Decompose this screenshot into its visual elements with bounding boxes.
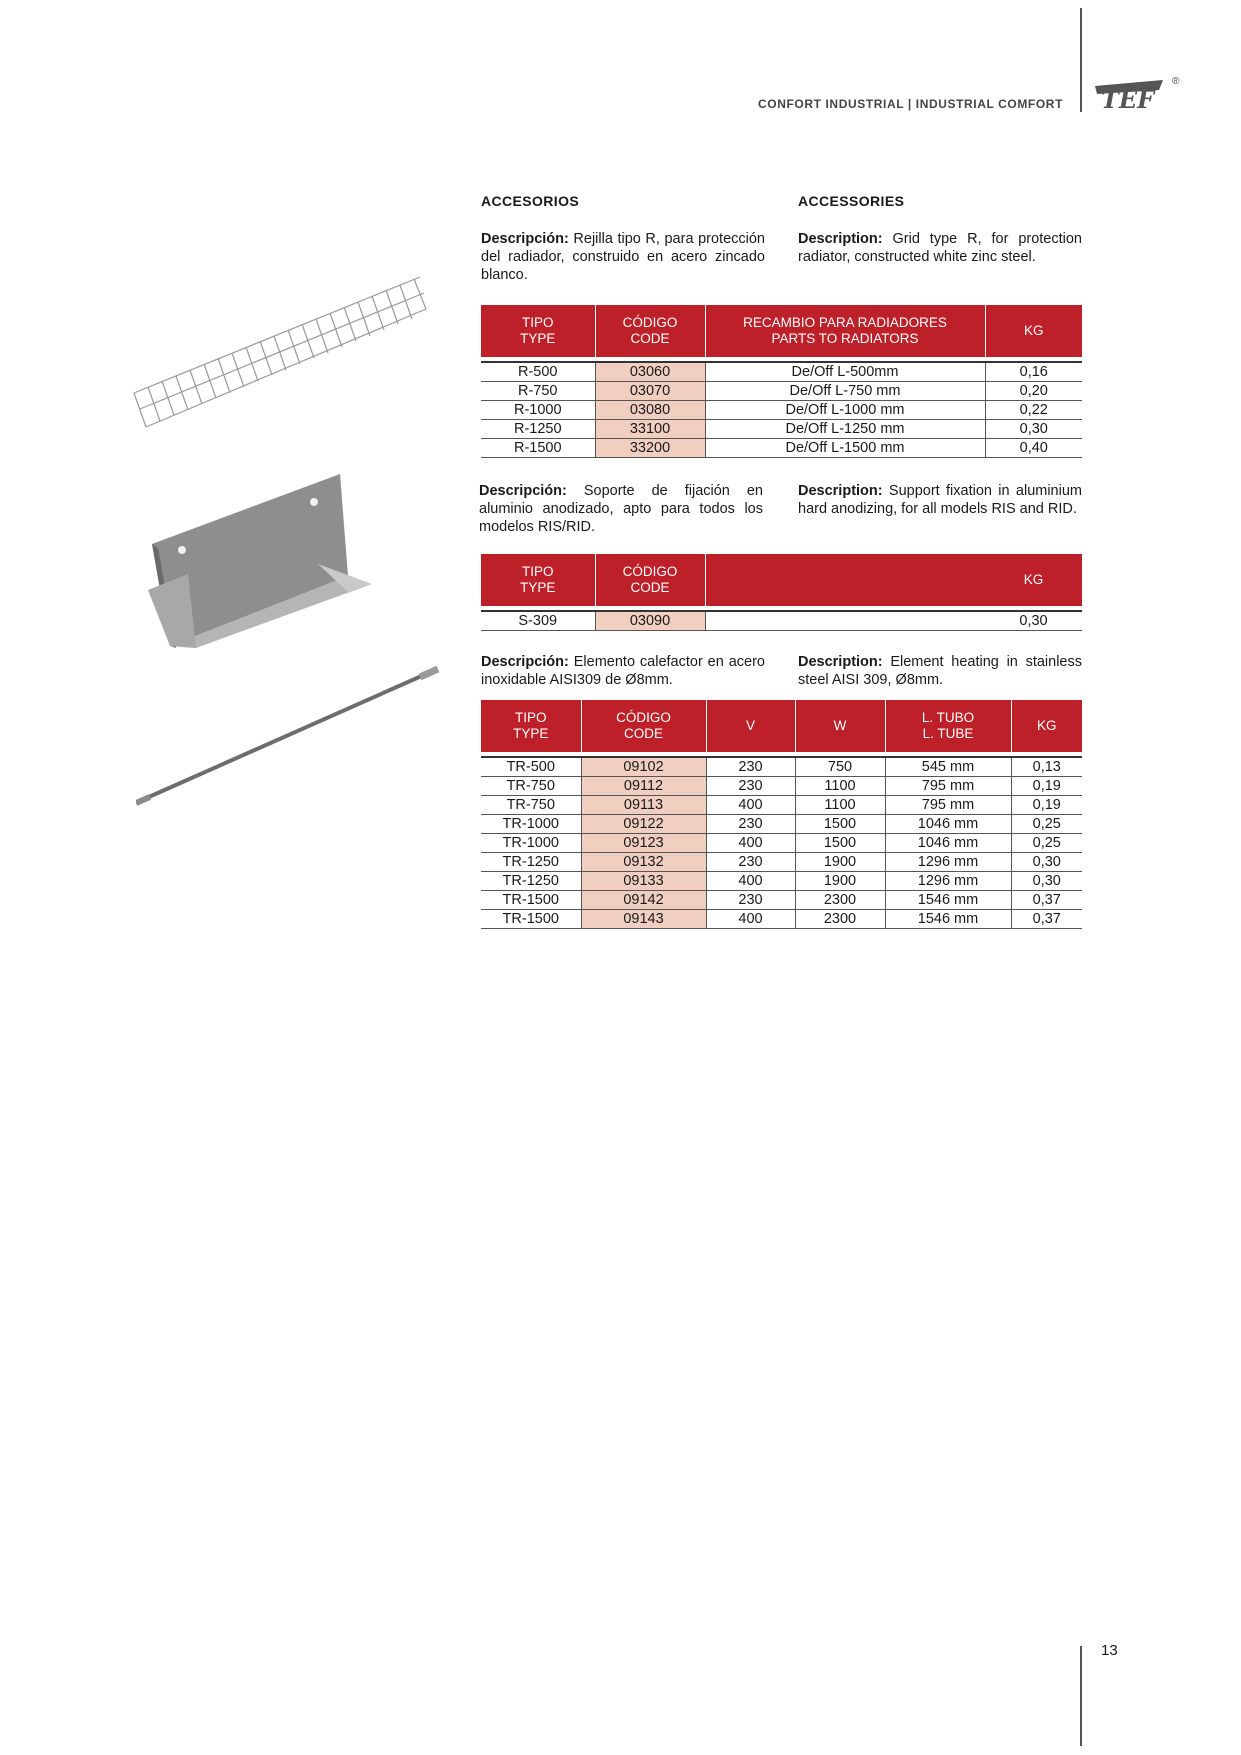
cell-part: De/Off L-1500 mm — [705, 439, 985, 458]
desc-label: Descripción: — [479, 483, 567, 499]
support-description-en — [798, 482, 1082, 518]
cell-code: 03090 — [595, 611, 705, 631]
cell-watts: 1100 — [795, 796, 885, 815]
cell-type: S-309 — [481, 611, 595, 631]
table-row — [481, 401, 1082, 420]
footer-vertical-rule — [1080, 1646, 1082, 1746]
cell-kg: 0,30 — [985, 420, 1082, 439]
cell-kg: 0,16 — [985, 362, 1082, 382]
col-header-label: W — [833, 718, 847, 733]
cell-tube-length: 1546 mm — [885, 910, 1011, 929]
cell-kg: 0,19 — [1011, 777, 1082, 796]
cell-code: 09122 — [581, 815, 706, 834]
cell-watts: 1500 — [795, 815, 885, 834]
support-table-header — [481, 554, 1082, 606]
desc-label: Descripción: — [481, 654, 569, 670]
cell-type: TR-1250 — [481, 872, 581, 891]
cell-watts: 1900 — [795, 872, 885, 891]
cell-watts: 2300 — [795, 910, 885, 929]
cell-voltage: 230 — [706, 815, 795, 834]
col-header-label: CÓDIGO CODE — [622, 315, 678, 346]
table-row — [481, 420, 1082, 439]
cell-voltage: 230 — [706, 853, 795, 872]
cell-tube-length: 1296 mm — [885, 872, 1011, 891]
cell-kg: 0,40 — [985, 439, 1082, 458]
desc-label: Description: — [798, 483, 883, 499]
table-row — [481, 796, 1082, 815]
cell-voltage: 400 — [706, 872, 795, 891]
cell-kg: 0,20 — [985, 382, 1082, 401]
cell-voltage: 400 — [706, 796, 795, 815]
desc-text: Elemento calefactor en acero inoxidable AISI309 de Ø8mm. — [481, 654, 765, 688]
table-row — [481, 910, 1082, 929]
heating-element-image — [136, 662, 442, 810]
element-table-header — [481, 700, 1082, 752]
desc-text: Grid type R, for protection radiator, constructed white zinc steel. — [798, 231, 1082, 265]
cell-type: R-1250 — [481, 420, 595, 439]
col-header-type — [481, 305, 595, 357]
col-header-label: L. TUBO L. TUBE — [921, 710, 975, 741]
cell-type: R-500 — [481, 362, 595, 382]
cell-kg: 0,13 — [1011, 757, 1082, 777]
desc-text: Rejilla tipo R, para protección del radiador, construido en acero zincado blanco. — [481, 231, 765, 283]
cell-type: R-1000 — [481, 401, 595, 420]
cell-type: TR-750 — [481, 777, 581, 796]
cell-part: De/Off L-750 mm — [705, 382, 985, 401]
col-header-label: CÓDIGO CODE — [616, 710, 671, 741]
support-table — [481, 554, 1082, 631]
cell-kg: 0,25 — [1011, 815, 1082, 834]
table-row — [481, 439, 1082, 458]
col-header-kg — [985, 305, 1082, 357]
col-header-label: V — [745, 718, 755, 733]
logo-text: TEF — [1101, 85, 1155, 112]
grid-description-es — [481, 230, 765, 284]
cell-tube-length: 1546 mm — [885, 891, 1011, 910]
cell-code: 09142 — [581, 891, 706, 910]
cell-code: 03070 — [595, 382, 705, 401]
cell-tube-length: 1046 mm — [885, 815, 1011, 834]
table-row — [481, 777, 1082, 796]
cell-tube-length: 795 mm — [885, 796, 1011, 815]
cell-kg: 0,19 — [1011, 796, 1082, 815]
col-header-watts — [795, 700, 885, 752]
table-row — [481, 382, 1082, 401]
cell-voltage: 400 — [706, 910, 795, 929]
col-header-kg — [1011, 700, 1082, 752]
cell-code: 09123 — [581, 834, 706, 853]
cell-part — [705, 611, 985, 631]
desc-label: Description: — [798, 231, 883, 247]
table-row — [481, 891, 1082, 910]
cell-kg: 0,30 — [985, 611, 1082, 631]
grid-description-en — [798, 230, 1082, 266]
cell-watts: 1900 — [795, 853, 885, 872]
cell-code: 09132 — [581, 853, 706, 872]
support-product-image — [148, 472, 378, 652]
col-header-label: RECAMBIO PARA RADIADORES PARTS TO RADIATORS — [743, 315, 947, 346]
page-number: 13 — [1101, 1642, 1118, 1659]
brand-logo — [1089, 76, 1169, 112]
accessories-title-en: ACCESSORIES — [798, 193, 905, 209]
cell-type: TR-1000 — [481, 815, 581, 834]
desc-label: Description: — [798, 654, 883, 670]
table-row — [481, 362, 1082, 382]
col-header-label: KG — [1023, 572, 1044, 587]
desc-text: Element heating in stainless steel AISI 309, Ø8mm. — [798, 654, 1082, 688]
col-header-type — [481, 554, 595, 606]
cell-voltage: 230 — [706, 891, 795, 910]
col-header-type — [481, 700, 581, 752]
cell-code: 33200 — [595, 439, 705, 458]
cell-type: TR-1000 — [481, 834, 581, 853]
col-header-tube-length — [885, 700, 1011, 752]
col-header-blank — [705, 554, 985, 606]
support-description-es — [479, 482, 763, 536]
grid-table-header — [481, 305, 1082, 357]
cell-code: 03080 — [595, 401, 705, 420]
cell-watts: 1100 — [795, 777, 885, 796]
element-description-es — [481, 653, 765, 689]
cell-part: De/Off L-1000 mm — [705, 401, 985, 420]
cell-type: R-1500 — [481, 439, 595, 458]
section-title: CONFORT INDUSTRIAL | INDUSTRIAL COMFORT — [758, 97, 1063, 111]
accessories-title-es: ACCESORIOS — [481, 193, 580, 209]
col-header-label: KG — [1036, 718, 1057, 733]
cell-type: TR-500 — [481, 757, 581, 777]
cell-kg: 0,37 — [1011, 891, 1082, 910]
cell-voltage: 400 — [706, 834, 795, 853]
cell-type: TR-1500 — [481, 910, 581, 929]
cell-kg: 0,30 — [1011, 853, 1082, 872]
col-header-label: TIPO TYPE — [513, 710, 549, 741]
col-header-label: KG — [1023, 323, 1044, 338]
cell-type: TR-750 — [481, 796, 581, 815]
cell-watts: 2300 — [795, 891, 885, 910]
desc-text: Soporte de fijación en aluminio anodizado, apto para todos los modelos RIS/RID. — [479, 483, 763, 535]
table-row — [481, 757, 1082, 777]
cell-voltage: 230 — [706, 777, 795, 796]
cell-kg: 0,22 — [985, 401, 1082, 420]
col-header-kg — [985, 554, 1082, 606]
cell-type: TR-1250 — [481, 853, 581, 872]
cell-type: R-750 — [481, 382, 595, 401]
cell-tube-length: 1296 mm — [885, 853, 1011, 872]
table-row — [481, 815, 1082, 834]
cell-voltage: 230 — [706, 757, 795, 777]
cell-code: 09102 — [581, 757, 706, 777]
cell-code: 09113 — [581, 796, 706, 815]
cell-kg: 0,25 — [1011, 834, 1082, 853]
col-header-label: TIPO TYPE — [520, 564, 556, 595]
col-header-label: TIPO TYPE — [520, 315, 556, 346]
registered-mark: ® — [1172, 76, 1180, 87]
cell-kg: 0,37 — [1011, 910, 1082, 929]
col-header-voltage — [706, 700, 795, 752]
grid-table — [481, 305, 1082, 458]
cell-part: De/Off L-500mm — [705, 362, 985, 382]
cell-code: 09112 — [581, 777, 706, 796]
col-header-code — [595, 554, 705, 606]
col-header-label: CÓDIGO CODE — [622, 564, 678, 595]
cell-tube-length: 795 mm — [885, 777, 1011, 796]
cell-kg: 0,30 — [1011, 872, 1082, 891]
cell-code: 03060 — [595, 362, 705, 382]
table-row — [481, 872, 1082, 891]
cell-tube-length: 545 mm — [885, 757, 1011, 777]
cell-code: 33100 — [595, 420, 705, 439]
cell-watts: 1500 — [795, 834, 885, 853]
table-row — [481, 834, 1082, 853]
table-row — [481, 853, 1082, 872]
col-header-code — [595, 305, 705, 357]
cell-tube-length: 1046 mm — [885, 834, 1011, 853]
grid-product-image — [128, 265, 428, 435]
cell-code: 09133 — [581, 872, 706, 891]
table-row — [481, 611, 1082, 631]
cell-code: 09143 — [581, 910, 706, 929]
element-table — [481, 700, 1082, 929]
cell-part: De/Off L-1250 mm — [705, 420, 985, 439]
header-vertical-rule — [1080, 8, 1082, 112]
element-description-en — [798, 653, 1082, 689]
col-header-code — [581, 700, 706, 752]
desc-label: Descripción: — [481, 231, 569, 247]
col-header-part — [705, 305, 985, 357]
cell-watts: 750 — [795, 757, 885, 777]
cell-type: TR-1500 — [481, 891, 581, 910]
desc-text: Support fixation in aluminium hard anodizing, for all models RIS and RID. — [798, 483, 1082, 517]
